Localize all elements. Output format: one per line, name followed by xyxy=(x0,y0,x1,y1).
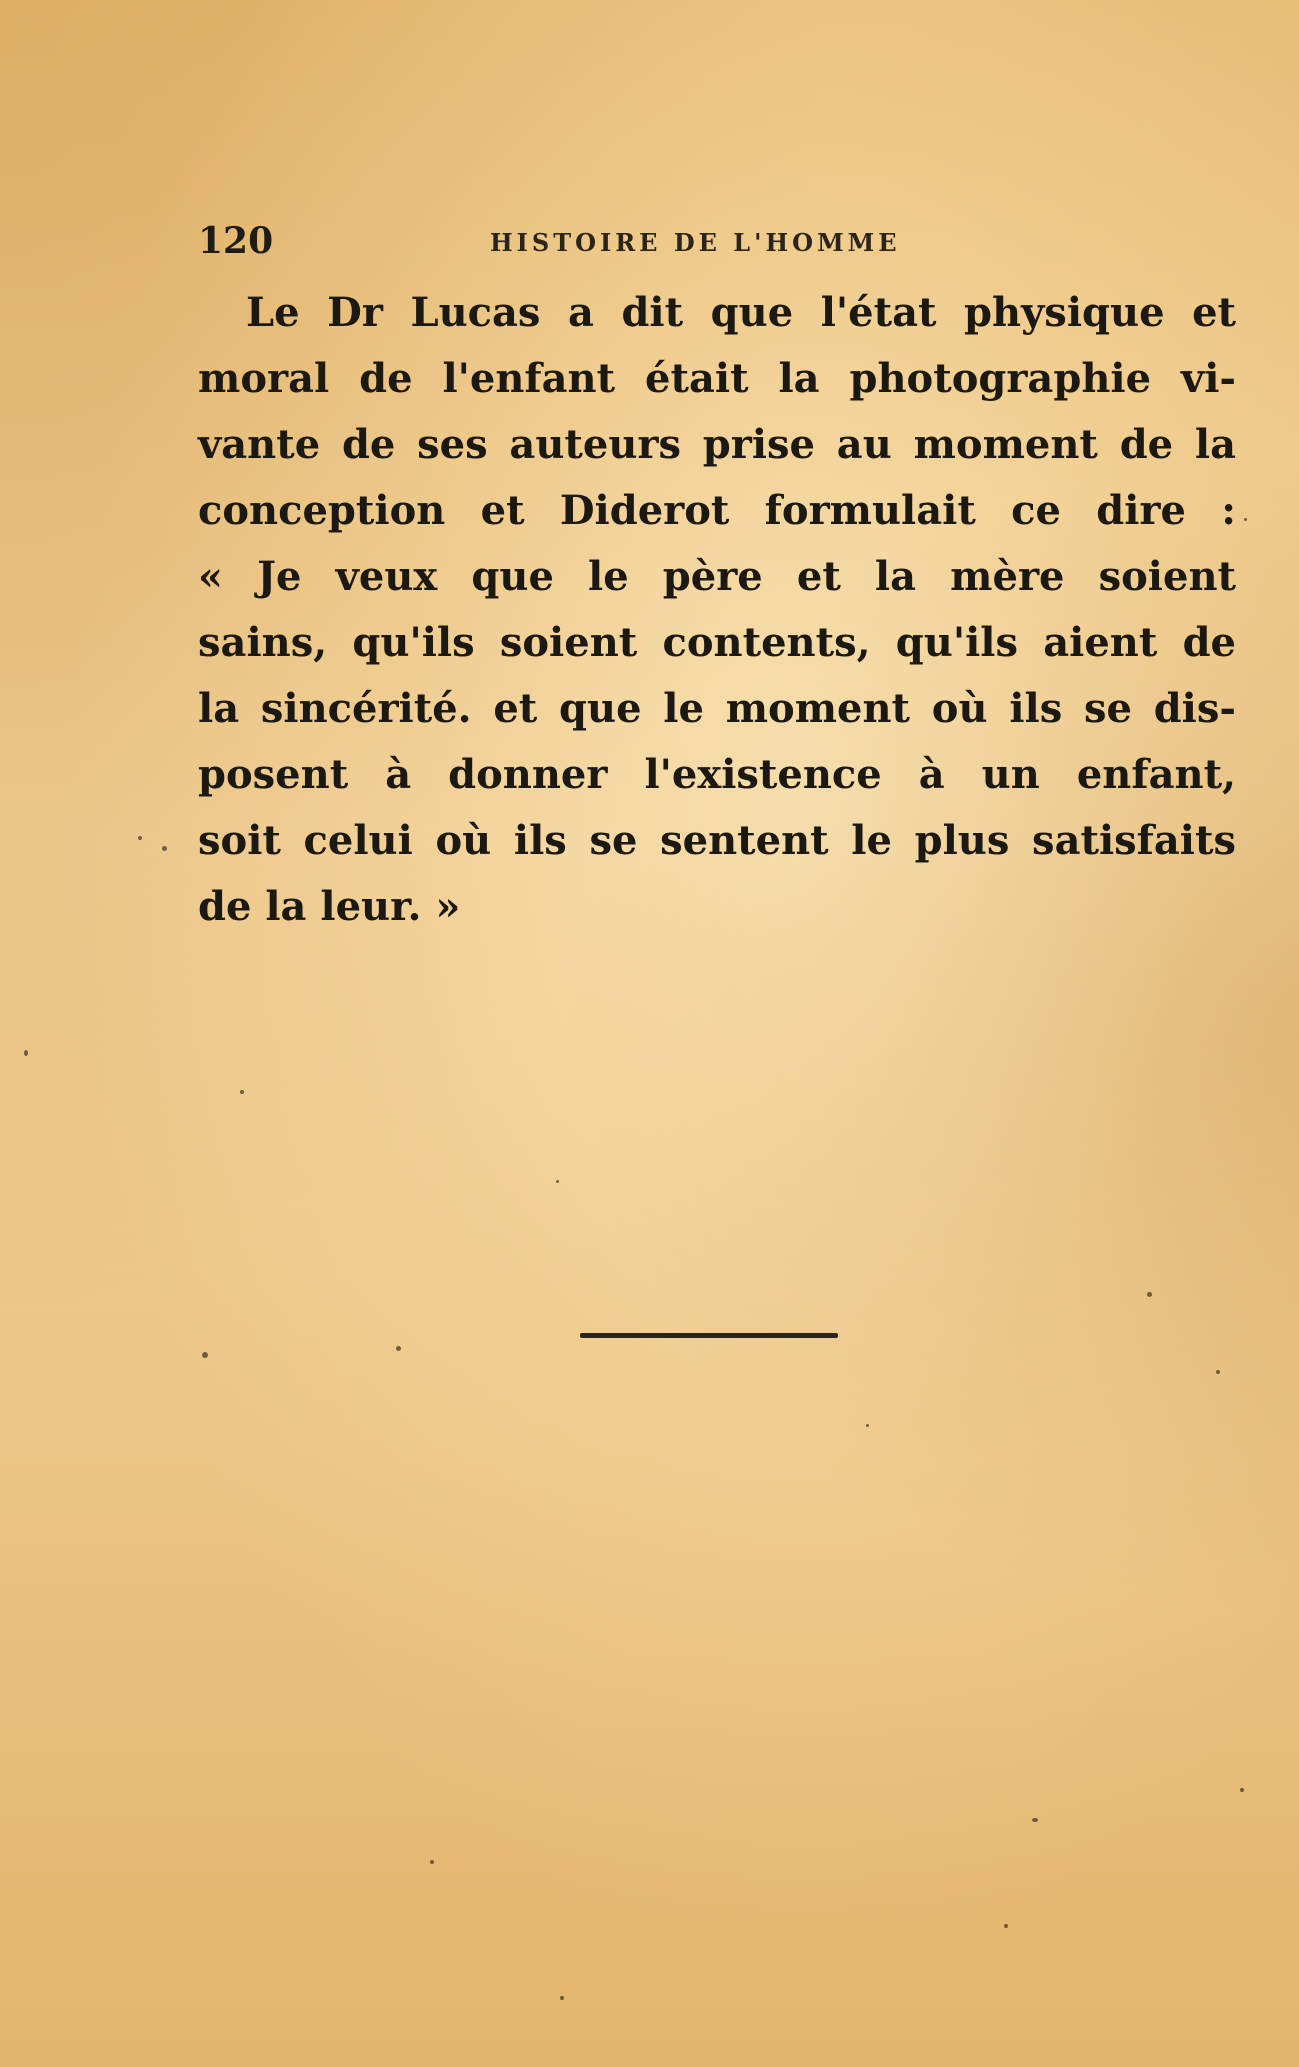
text-line: soit celui où ils se sentent le plus satisfaits xyxy=(198,817,1236,864)
paper-speck xyxy=(1216,1370,1220,1374)
text-line: sains, qu'ils soient contents, qu'ils aient de xyxy=(198,619,1236,666)
paper-speck xyxy=(24,1050,28,1056)
paper-speck xyxy=(560,1996,564,2000)
text-line: Le Dr Lucas a dit que l'état physique et xyxy=(246,289,1236,336)
page-number: 120 xyxy=(198,220,274,262)
text-line: vante de ses auteurs prise au moment de la xyxy=(198,421,1236,468)
paper-speck xyxy=(138,836,142,840)
text-line: « Je veux que le père et la mère soient xyxy=(198,553,1236,600)
paper-speck xyxy=(396,1346,401,1351)
paper-speck xyxy=(1147,1292,1152,1297)
paper-speck xyxy=(430,1860,434,1864)
body-paragraph xyxy=(198,280,1236,940)
text-line: de la leur. » xyxy=(198,883,461,930)
running-title: HISTOIRE DE L'HOMME xyxy=(490,228,901,257)
paper-speck xyxy=(202,1352,208,1358)
text-line: moral de l'enfant était la photographie vi- xyxy=(198,355,1236,402)
paper-speck xyxy=(866,1424,869,1427)
paper-speck xyxy=(162,846,167,851)
text-line: conception et Diderot formulait ce dire : xyxy=(198,487,1236,534)
paper-speck xyxy=(1240,1788,1244,1792)
paper-speck xyxy=(556,1180,559,1183)
paper-speck xyxy=(1244,518,1247,521)
paper-speck xyxy=(1004,1924,1008,1928)
paper-speck xyxy=(240,1090,244,1094)
running-head xyxy=(198,214,944,264)
paper-speck xyxy=(1032,1818,1038,1822)
end-rule xyxy=(580,1333,838,1338)
text-line: posent à donner l'existence à un enfant, xyxy=(198,751,1236,798)
text-line: la sincérité. et que le moment où ils se dis- xyxy=(198,685,1236,732)
